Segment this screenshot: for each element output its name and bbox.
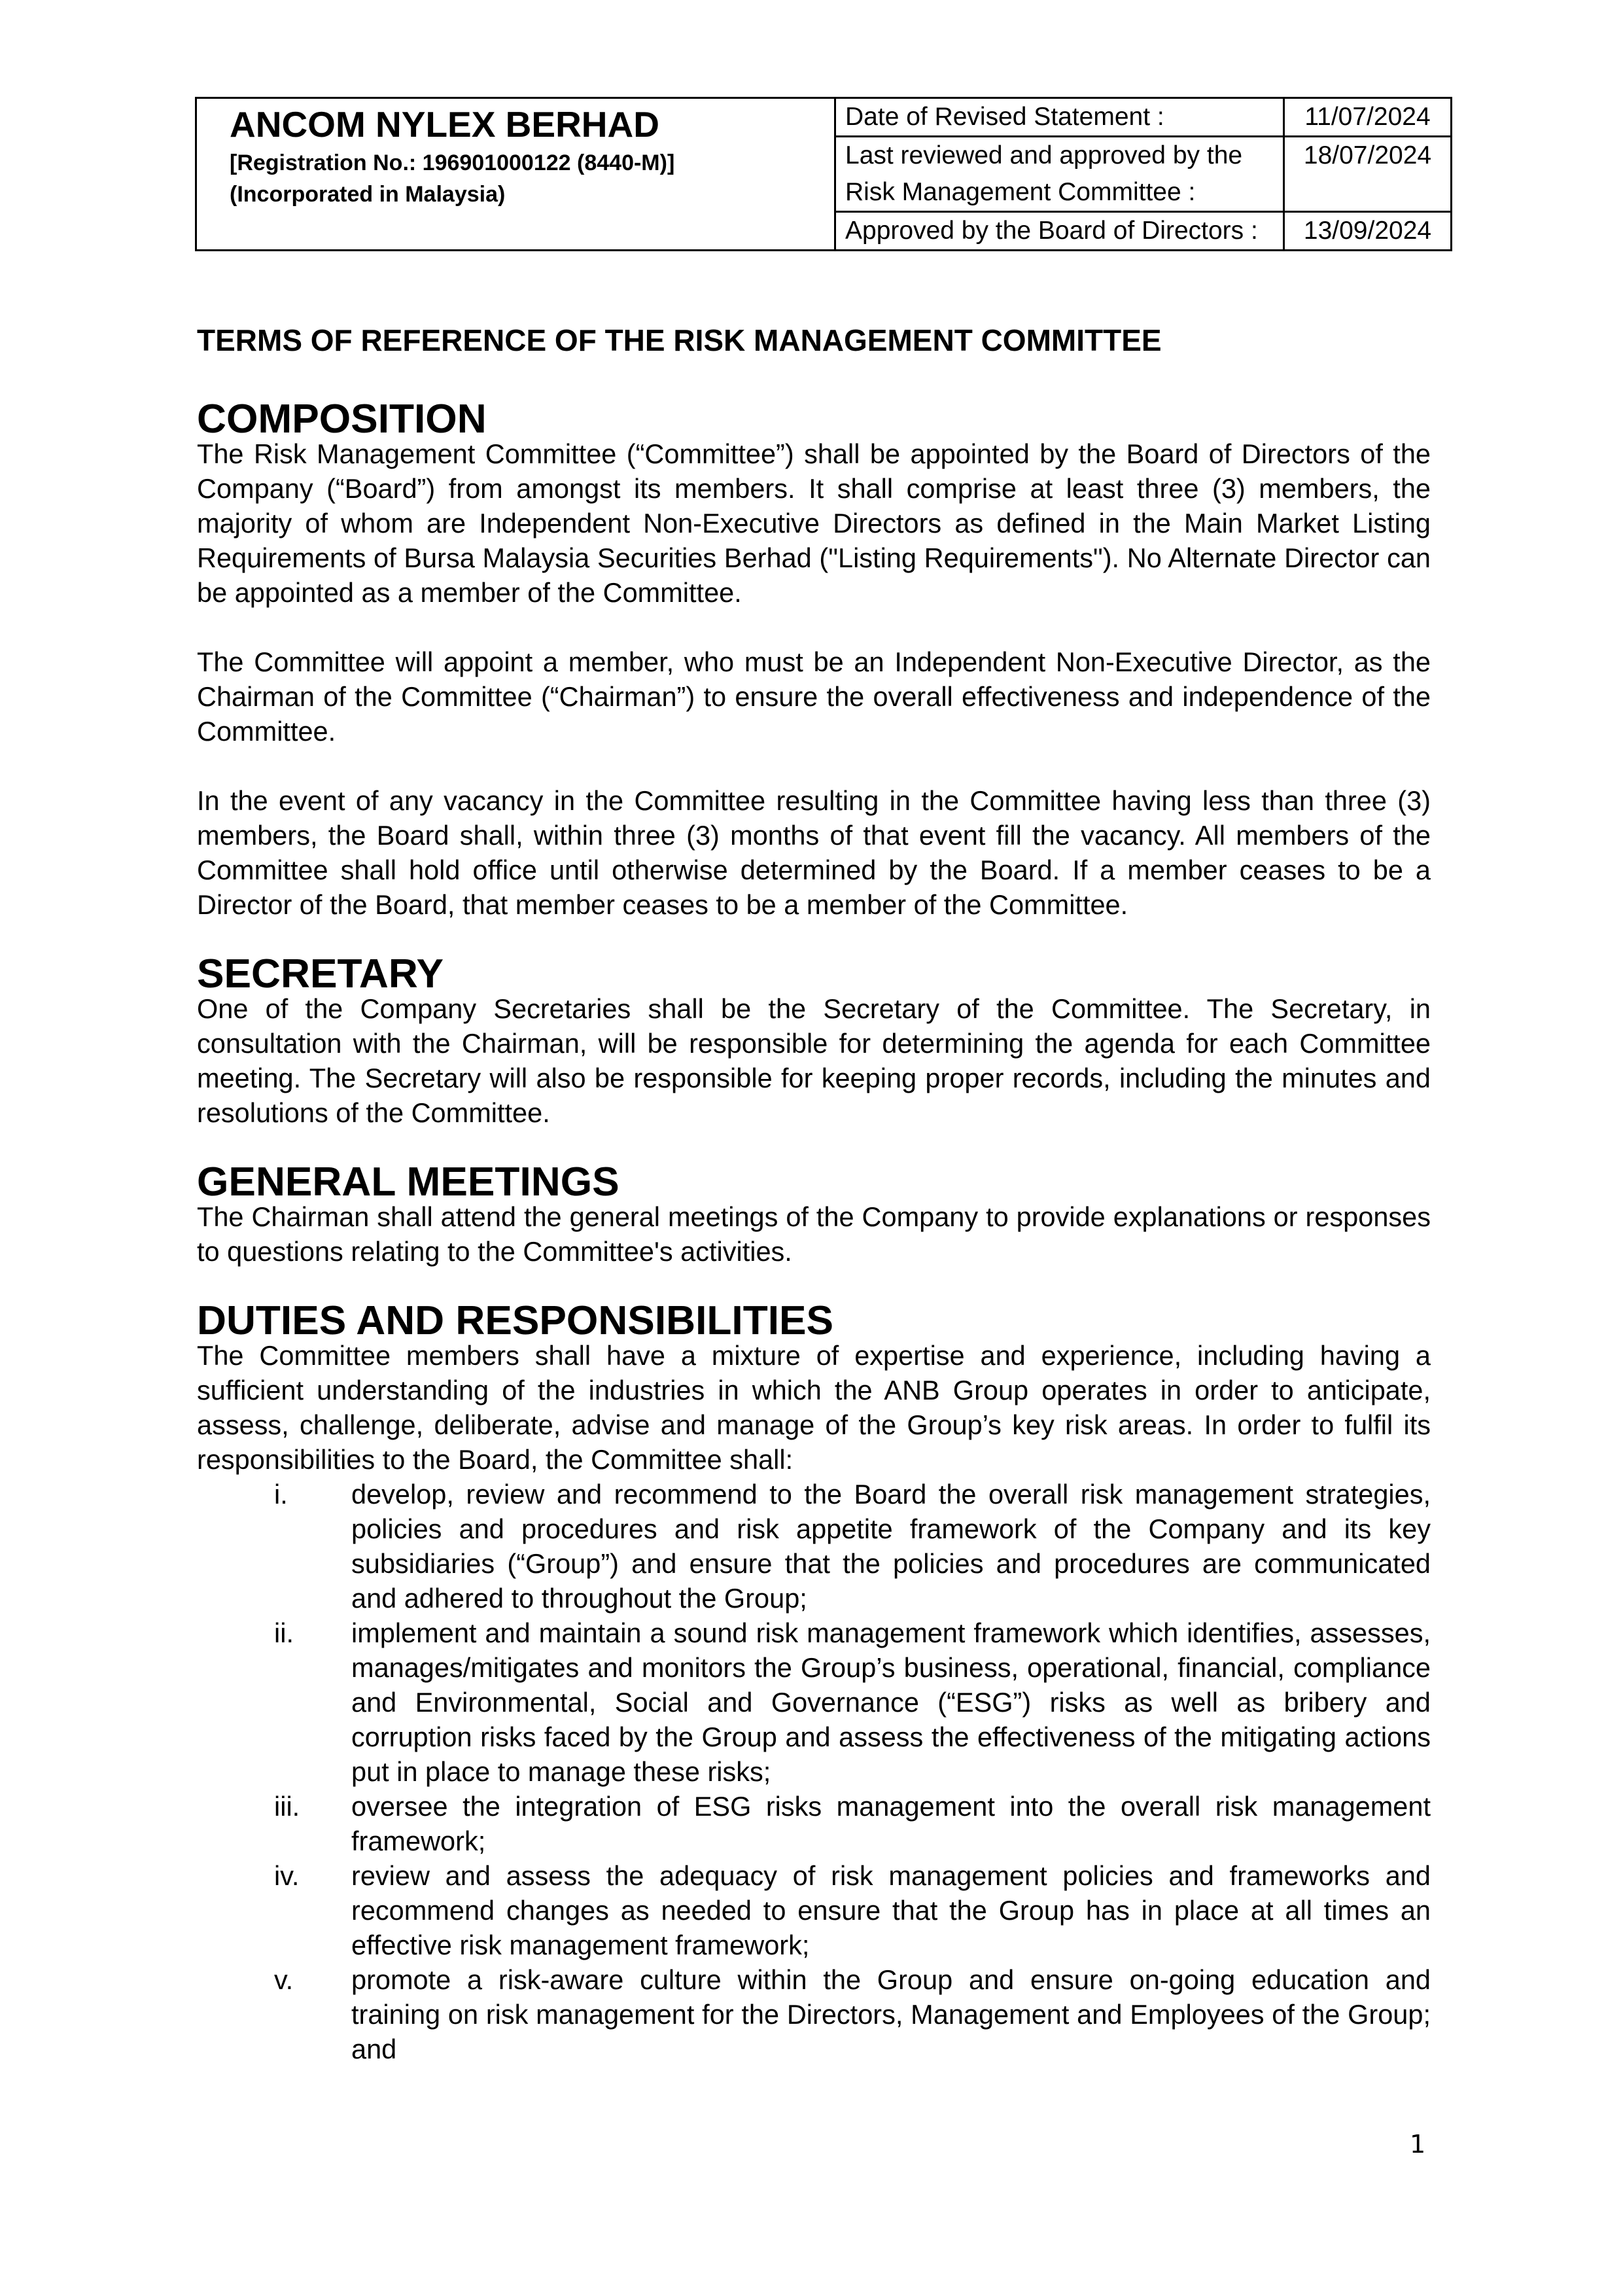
list-item bbox=[197, 1962, 1431, 2066]
paragraph: One of the Company Secretaries shall be the Secretary of the Committee. The Secretary, in consultation with the Chairman, will be responsible for determining the agenda for each Committee meeting. The Secretary will also be responsible for keeping proper records, including the minutes and resolutions of the Committee. bbox=[197, 993, 1431, 1128]
registration-number: [Registration No.: 196901000122 (8440-M)] bbox=[230, 150, 675, 175]
section-duties bbox=[197, 1298, 1431, 2066]
list-item-text: implement and maintain a sound risk management framework which identifies, assesses, manages/mitigates and monitors the Group’s business, operational, financial, compliance and Environmental, Social and Governance (“ESG”) risks as well as bribery and corruption risks faced by the Group and assess the effectiveness of the mitigating actions put in place to manage these risks; bbox=[351, 1617, 1431, 1787]
list-item bbox=[197, 1789, 1431, 1858]
section-heading: SECRETARY bbox=[197, 951, 444, 997]
list-item bbox=[197, 1616, 1431, 1789]
list-item bbox=[197, 1858, 1431, 1962]
section-heading: GENERAL MEETINGS bbox=[197, 1159, 620, 1205]
board-approval-label: Approved by the Board of Directors : bbox=[835, 212, 1284, 251]
section-general-meetings bbox=[197, 1159, 1431, 1269]
revised-statement-label: Date of Revised Statement : bbox=[835, 98, 1284, 137]
list-item-number: ii. bbox=[274, 1617, 294, 1648]
incorporation-note: (Incorporated in Malaysia) bbox=[230, 182, 506, 207]
rmc-approval-label: Last reviewed and approved by the Risk Management Committee : bbox=[835, 137, 1284, 212]
company-info-cell bbox=[196, 98, 835, 251]
section-heading: DUTIES AND RESPONSIBILITIES bbox=[197, 1298, 834, 1343]
list-item bbox=[197, 1477, 1431, 1616]
list-item-number: iv. bbox=[274, 1860, 300, 1891]
revised-statement-date: 11/07/2024 bbox=[1284, 98, 1452, 137]
document-header-table bbox=[195, 97, 1452, 251]
company-name: ANCOM NYLEX BERHAD bbox=[230, 104, 659, 145]
list-item-text: promote a risk-aware culture within the Group and ensure on-going education and training on risk management for the Directors, Management and Employees of the Group; and bbox=[351, 1964, 1431, 2064]
paragraph: The Risk Management Committee (“Committee”) shall be appointed by the Board of Directors of the Company (“Board”) from amongst its members. It shall comprise at least three (3) members, the majority of whom are Independent Non-Executive Directors as defined in the Main Market Listing Requirements of Bursa Malaysia Securities Berhad ("Listing Requirements"). No Alternate Director can be appointed as a member of the Committee. bbox=[197, 438, 1431, 608]
rmc-approval-date: 18/07/2024 bbox=[1284, 137, 1452, 212]
list-item-number: v. bbox=[274, 1964, 294, 1995]
duties-list bbox=[197, 1477, 1431, 2066]
list-item-text: develop, review and recommend to the Board the overall risk management strategies, policies and procedures and risk appetite framework of the Company and its key subsidiaries (“Group”) and ensure that the policies and procedures are communicated and adhered to throughout the Group; bbox=[351, 1479, 1431, 1614]
paragraph: The Committee will appoint a member, who must be an Independent Non-Executive Director, as the Chairman of the Committee (“Chairman”) to ensure the overall effectiveness and independence of the Committee. bbox=[197, 646, 1431, 747]
list-item-number: i. bbox=[274, 1479, 288, 1510]
document-body bbox=[197, 321, 1431, 2066]
paragraph: The Committee members shall have a mixture of expertise and experience, including having a sufficient understanding of the industries in which the ANB Group operates in order to anticipate, assess, challenge, deliberate, advise and manage of the Group’s key risk areas. In order to fulfil its responsibilities to the Board, the Committee shall: bbox=[197, 1340, 1431, 1475]
document-title: TERMS OF REFERENCE OF THE RISK MANAGEMENT COMMITTEE bbox=[197, 323, 1162, 357]
board-approval-date: 13/09/2024 bbox=[1284, 212, 1452, 251]
paragraph: The Chairman shall attend the general meetings of the Company to provide explanations or responses to questions relating to the Committee's activities. bbox=[197, 1201, 1431, 1267]
paragraph: In the event of any vacancy in the Committee resulting in the Committee having less than three (3) members, the Board shall, within three (3) months of that event fill the vacancy. All members of the Committee shall hold office until otherwise determined by the Board. If a member ceases to be a Director of the Board, that member ceases to be a member of the Committee. bbox=[197, 785, 1431, 920]
page-number: 1 bbox=[1410, 2130, 1426, 2159]
list-item-number: iii. bbox=[274, 1791, 300, 1822]
list-item-text: review and assess the adequacy of risk management policies and frameworks and recommend changes as needed to ensure that the Group has in place at all times an effective risk management framework; bbox=[351, 1860, 1431, 1960]
list-item-text: oversee the integration of ESG risks management into the overall risk management framework; bbox=[351, 1791, 1431, 1856]
section-composition bbox=[197, 397, 1431, 922]
section-secretary bbox=[197, 951, 1431, 1130]
section-heading: COMPOSITION bbox=[197, 397, 487, 442]
